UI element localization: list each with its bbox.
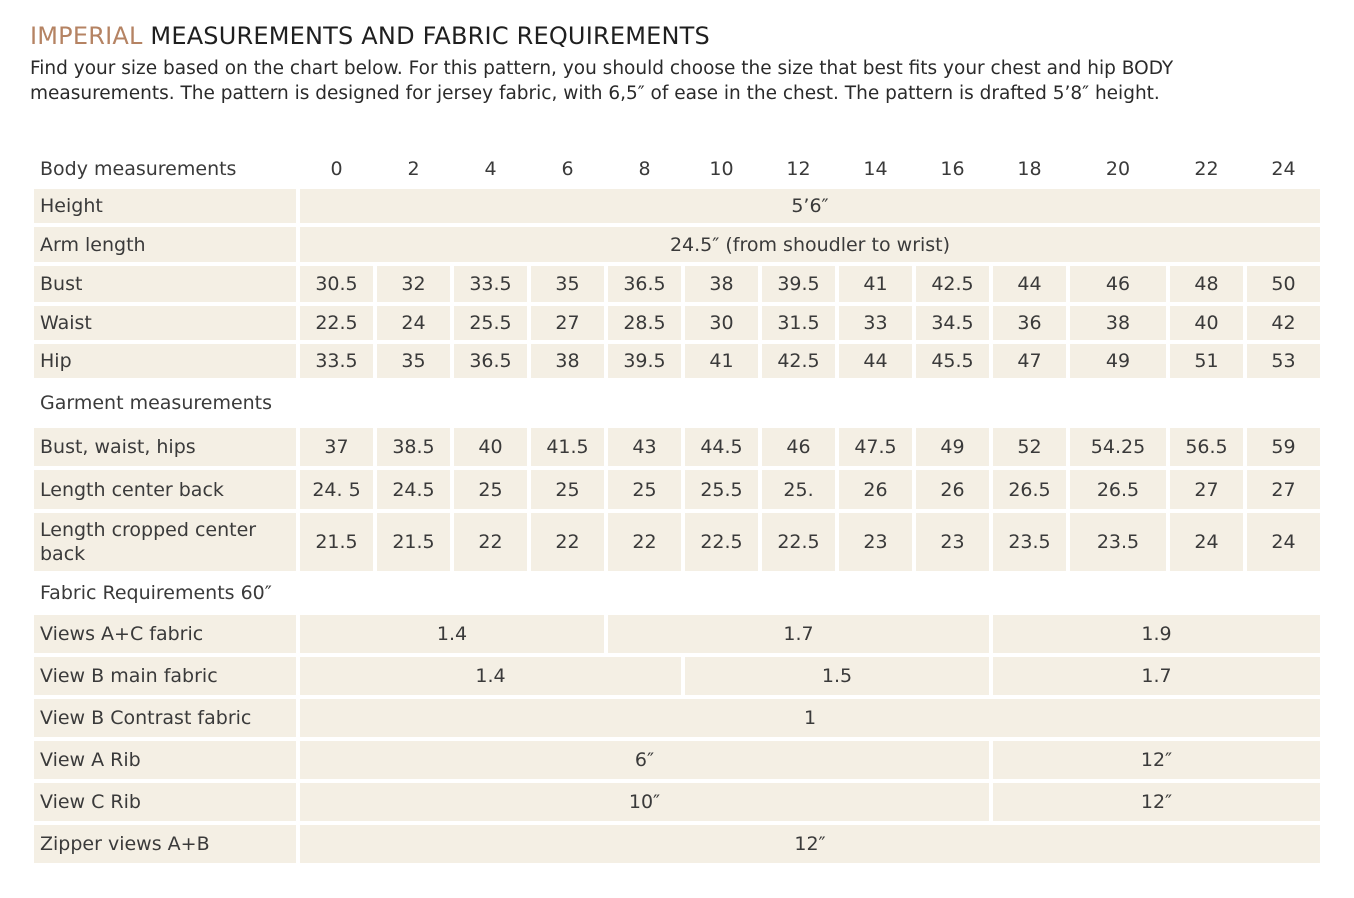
size-header: 20 xyxy=(1105,158,1131,180)
fabric-value: 1.7 xyxy=(608,615,989,653)
table-cell: 49 xyxy=(916,428,989,466)
table-cell: 27 xyxy=(531,306,604,340)
fabric-value: 12″ xyxy=(300,825,1320,863)
length-cropped-row xyxy=(34,513,1320,571)
views-ac-row xyxy=(34,615,1320,653)
table-cell: 23.5 xyxy=(993,513,1066,571)
size-header: 18 xyxy=(1017,158,1042,180)
size-header: 2 xyxy=(407,158,420,180)
table-cell: 44 xyxy=(839,344,912,378)
row-label: View A Rib xyxy=(34,741,296,779)
table-cell: 22.5 xyxy=(685,513,758,571)
table-cell: 39.5 xyxy=(762,266,835,302)
table-cell: 33 xyxy=(839,306,912,340)
table-cell: 41 xyxy=(839,266,912,302)
table-cell: 36.5 xyxy=(608,266,681,302)
fabric-value: 12″ xyxy=(993,783,1320,821)
table-cell: 26.5 xyxy=(1070,470,1166,509)
table-cell: 24 xyxy=(1170,513,1243,571)
table-cell: 24 xyxy=(1247,513,1320,571)
fabric-value: 1.4 xyxy=(300,657,681,695)
table-cell: 25 xyxy=(608,470,681,509)
table-cell: 26 xyxy=(839,470,912,509)
table-cell: 32 xyxy=(377,266,450,302)
measurements-table xyxy=(30,149,1324,867)
table-cell: 56.5 xyxy=(1170,428,1243,466)
table-cell: 21.5 xyxy=(300,513,373,571)
row-label: Views A+C fabric xyxy=(34,615,296,653)
view-b-main-row xyxy=(34,657,1320,695)
table-cell: 51 xyxy=(1170,344,1243,378)
table-cell: 38 xyxy=(685,266,758,302)
table-cell: 25. xyxy=(762,470,835,509)
view-a-rib-row xyxy=(34,741,1320,779)
table-cell: 22 xyxy=(531,513,604,571)
table-cell: 48 xyxy=(1170,266,1243,302)
bust-waist-hips-row xyxy=(34,428,1320,466)
row-label: View B main fabric xyxy=(34,657,296,695)
row-label: Length cropped center back xyxy=(34,513,296,571)
table-cell: 22.5 xyxy=(762,513,835,571)
row-label: Length center back xyxy=(34,470,296,509)
fabric-heading-row xyxy=(34,575,1320,611)
fabric-value: 12″ xyxy=(993,741,1320,779)
table-cell: 35 xyxy=(377,344,450,378)
fabric-value: 1.9 xyxy=(993,615,1320,653)
table-cell: 22 xyxy=(454,513,527,571)
table-cell: 25.5 xyxy=(685,470,758,509)
table-cell: 54.25 xyxy=(1070,428,1166,466)
table-cell: 31.5 xyxy=(762,306,835,340)
table-cell: 26.5 xyxy=(993,470,1066,509)
length-center-back-row xyxy=(34,470,1320,509)
table-cell: 47.5 xyxy=(839,428,912,466)
table-cell: 34.5 xyxy=(916,306,989,340)
fabric-value: 1.4 xyxy=(300,615,604,653)
table-cell: 27 xyxy=(1170,470,1243,509)
height-value: 5’6″ xyxy=(300,189,1320,223)
fabric-value: 1 xyxy=(300,699,1320,737)
table-cell: 23.5 xyxy=(1070,513,1166,571)
row-label: Bust xyxy=(34,266,296,302)
table-cell: 42 xyxy=(1247,306,1320,340)
table-cell: 22 xyxy=(608,513,681,571)
row-label: Zipper views A+B xyxy=(34,825,296,863)
table-cell: 46 xyxy=(1070,266,1166,302)
table-cell: 37 xyxy=(300,428,373,466)
garment-heading-row xyxy=(34,382,1320,424)
intro-paragraph: Find your size based on the chart below. For this pattern, you should choose the size that best fits your chest and hip BODY measurements. The pattern is designed for jersey fabric, with 6,5″ of ease in the chest. The pattern is drafted 5’8″ height. xyxy=(30,58,1174,104)
size-header: 10 xyxy=(709,158,734,180)
row-label: Waist xyxy=(34,306,296,340)
table-cell: 52 xyxy=(993,428,1066,466)
fabric-requirements-heading: Fabric Requirements 60″ xyxy=(40,582,272,604)
size-header: 16 xyxy=(940,158,965,180)
table-cell: 25 xyxy=(531,470,604,509)
table-cell: 44.5 xyxy=(685,428,758,466)
view-b-contrast-row xyxy=(34,699,1320,737)
fabric-value: 1.7 xyxy=(993,657,1320,695)
size-header: 6 xyxy=(561,158,574,180)
table-cell: 23 xyxy=(916,513,989,571)
zipper-row xyxy=(34,825,1320,863)
row-label: Hip xyxy=(34,344,296,378)
row-label: Height xyxy=(34,189,296,223)
table-cell: 43 xyxy=(608,428,681,466)
garment-measurements-heading: Garment measurements xyxy=(40,392,273,414)
table-cell: 50 xyxy=(1247,266,1320,302)
table-cell: 41 xyxy=(685,344,758,378)
view-c-rib-row xyxy=(34,783,1320,821)
title-accent: IMPERIAL xyxy=(30,22,143,50)
table-cell: 40 xyxy=(1170,306,1243,340)
size-header: 8 xyxy=(638,158,651,180)
row-label: View C Rib xyxy=(34,783,296,821)
table-cell: 38.5 xyxy=(377,428,450,466)
bust-row xyxy=(34,266,1320,302)
table-cell: 24.5 xyxy=(377,470,450,509)
size-header: 0 xyxy=(330,158,343,180)
table-cell: 23 xyxy=(839,513,912,571)
table-cell: 42.5 xyxy=(916,266,989,302)
row-label: View B Contrast fabric xyxy=(34,699,296,737)
table-cell: 36 xyxy=(993,306,1066,340)
row-label: Bust, waist, hips xyxy=(34,428,296,466)
arm-length-row xyxy=(34,227,1320,262)
size-header-row xyxy=(34,153,1320,185)
table-cell: 22.5 xyxy=(300,306,373,340)
table-cell: 40 xyxy=(454,428,527,466)
title-main: MEASUREMENTS AND FABRIC REQUIREMENTS xyxy=(150,22,710,50)
table-cell: 21.5 xyxy=(377,513,450,571)
waist-row xyxy=(34,306,1320,340)
table-cell: 53 xyxy=(1247,344,1320,378)
table-cell: 33.5 xyxy=(300,344,373,378)
table-cell: 26 xyxy=(916,470,989,509)
table-cell: 44 xyxy=(993,266,1066,302)
size-header: 24 xyxy=(1271,158,1296,180)
body-measurements-heading: Body measurements xyxy=(40,158,237,180)
table-cell: 35 xyxy=(531,266,604,302)
table-cell: 25.5 xyxy=(454,306,527,340)
table-cell: 30.5 xyxy=(300,266,373,302)
page-title xyxy=(30,22,710,50)
size-header: 22 xyxy=(1194,158,1219,180)
table-cell: 38 xyxy=(531,344,604,378)
table-cell: 30 xyxy=(685,306,758,340)
table-cell: 38 xyxy=(1070,306,1166,340)
table-cell: 25 xyxy=(454,470,527,509)
table-cell: 42.5 xyxy=(762,344,835,378)
table-cell: 46 xyxy=(762,428,835,466)
row-label: Arm length xyxy=(34,227,296,262)
table-cell: 45.5 xyxy=(916,344,989,378)
fabric-value: 10″ xyxy=(300,783,989,821)
table-cell: 24 xyxy=(377,306,450,340)
fabric-value: 1.5 xyxy=(685,657,989,695)
arm-length-value: 24.5″ (from shoudler to wrist) xyxy=(300,227,1320,262)
fabric-value: 6″ xyxy=(300,741,989,779)
table-cell: 33.5 xyxy=(454,266,527,302)
hip-row xyxy=(34,344,1320,378)
table-cell: 41.5 xyxy=(531,428,604,466)
table-cell: 47 xyxy=(993,344,1066,378)
table-cell: 59 xyxy=(1247,428,1320,466)
size-header: 14 xyxy=(863,158,888,180)
height-row xyxy=(34,189,1320,223)
table-cell: 28.5 xyxy=(608,306,681,340)
size-header: 12 xyxy=(786,158,811,180)
table-cell: 39.5 xyxy=(608,344,681,378)
table-cell: 27 xyxy=(1247,470,1320,509)
table-cell: 49 xyxy=(1070,344,1166,378)
table-cell: 24. 5 xyxy=(300,470,373,509)
table-cell: 36.5 xyxy=(454,344,527,378)
size-header: 4 xyxy=(484,158,497,180)
